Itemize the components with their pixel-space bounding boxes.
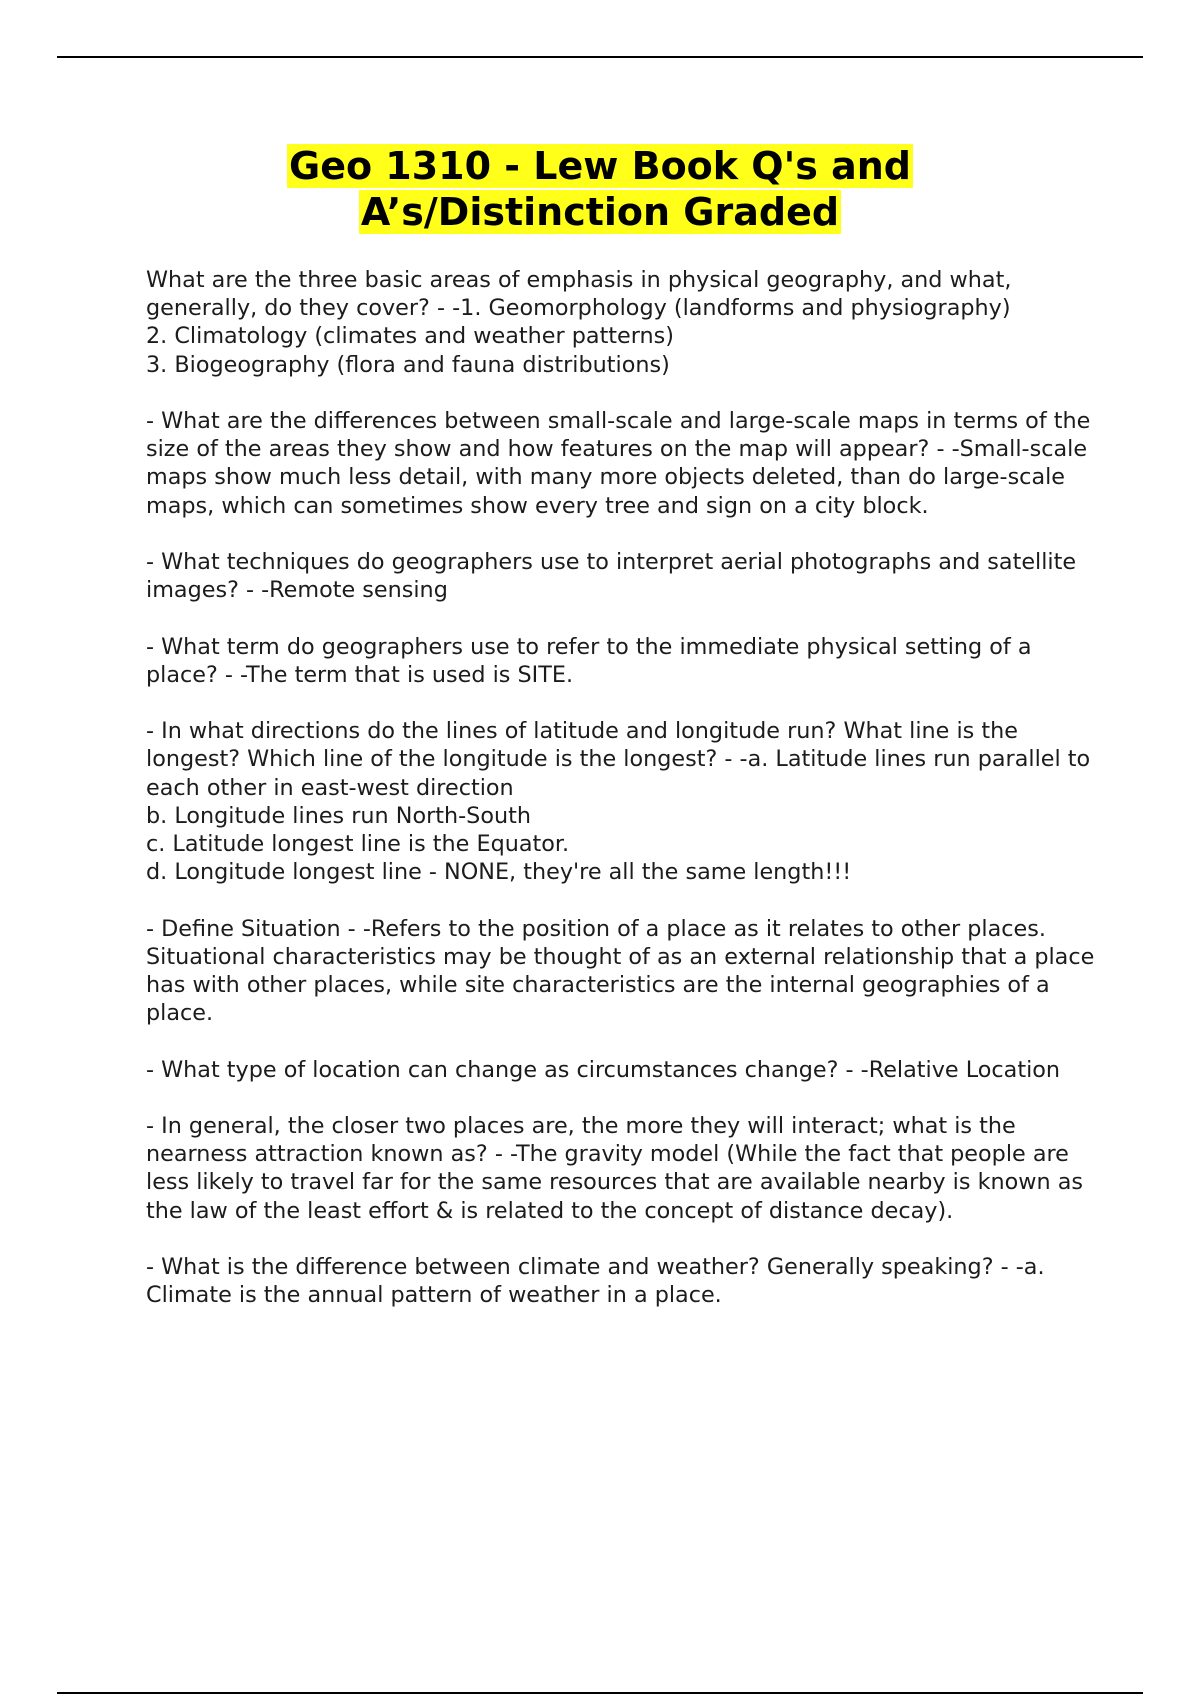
qa-text: - What is the difference between climate and weather? Generally speaking? - -a. Climate is the annual pattern of weather in a place. xyxy=(146,1253,1045,1309)
qa-text: - What type of location can change as circumstances change? - -Relative Location xyxy=(146,1056,1061,1083)
qa-text: - What term do geographers use to refer to the immediate physical setting of a place? - -The term that is used is SITE. xyxy=(146,633,1032,688)
qa-entry xyxy=(146,915,1096,1028)
qa-text: 3. Biogeography (flora and fauna distributions) xyxy=(146,351,670,378)
qa-text: c. Latitude longest line is the Equator. xyxy=(146,831,570,857)
qa-entry xyxy=(146,1112,1096,1225)
qa-text: d. Longitude longest line - NONE, they're all the same length!!! xyxy=(146,859,852,886)
qa-entry xyxy=(146,548,1096,604)
qa-entry xyxy=(146,633,1096,689)
qa-entry xyxy=(146,1253,1096,1309)
qa-entry xyxy=(146,407,1096,520)
qa-entry xyxy=(146,717,1096,886)
qa-text: What are the three basic areas of emphasis in physical geography, and what, generally, do they cover? - -1. Geomorphology (landforms and physiography) xyxy=(146,267,1012,322)
footer-rule xyxy=(57,1692,1143,1694)
qa-text: - What are the differences between small-scale and large-scale maps in terms of the size of the areas they show and how features on the map will appear? - -Small-scale maps show much less detail, with many more objects deleted, than do large-scale maps, which can sometimes show every tree and sign on a city block. xyxy=(146,408,1091,519)
header-rule xyxy=(57,56,1143,58)
qa-text: - What techniques do geographers use to interpret aerial photographs and satellite images? - -Remote sensing xyxy=(146,549,1077,604)
qa-text: b. Longitude lines run North-South xyxy=(146,802,531,829)
title-line-2: A’s/Distinction Graded xyxy=(360,190,840,234)
qa-entry xyxy=(146,1056,1096,1084)
qa-text: 2. Climatology (climates and weather patterns) xyxy=(146,323,674,350)
qa-text: - In what directions do the lines of latitude and longitude run? What line is the longest? Which line of the longitude is the longest? - -a. Latitude lines run parallel to each other in east-west direction xyxy=(146,718,1091,801)
qa-entry xyxy=(146,266,1096,379)
qa-text: - Define Situation - -Refers to the position of a place as it relates to other places. Situational characteristics may be thought of as an external relationship that a place has with other places, while site characteristics are the internal geographies of a place. xyxy=(146,915,1095,1027)
qa-body xyxy=(146,266,1096,1338)
title-line-1: Geo 1310 - Lew Book Q's and xyxy=(289,144,911,188)
qa-text: - In general, the closer two places are, the more they will interact; what is the nearness attraction known as? - -The gravity model (While the fact that people are less likely to travel far for the same resources that are available nearby is known as the law of the least effort & is related to the concept of distance decay). xyxy=(146,1112,1083,1224)
document-title xyxy=(100,143,1100,235)
